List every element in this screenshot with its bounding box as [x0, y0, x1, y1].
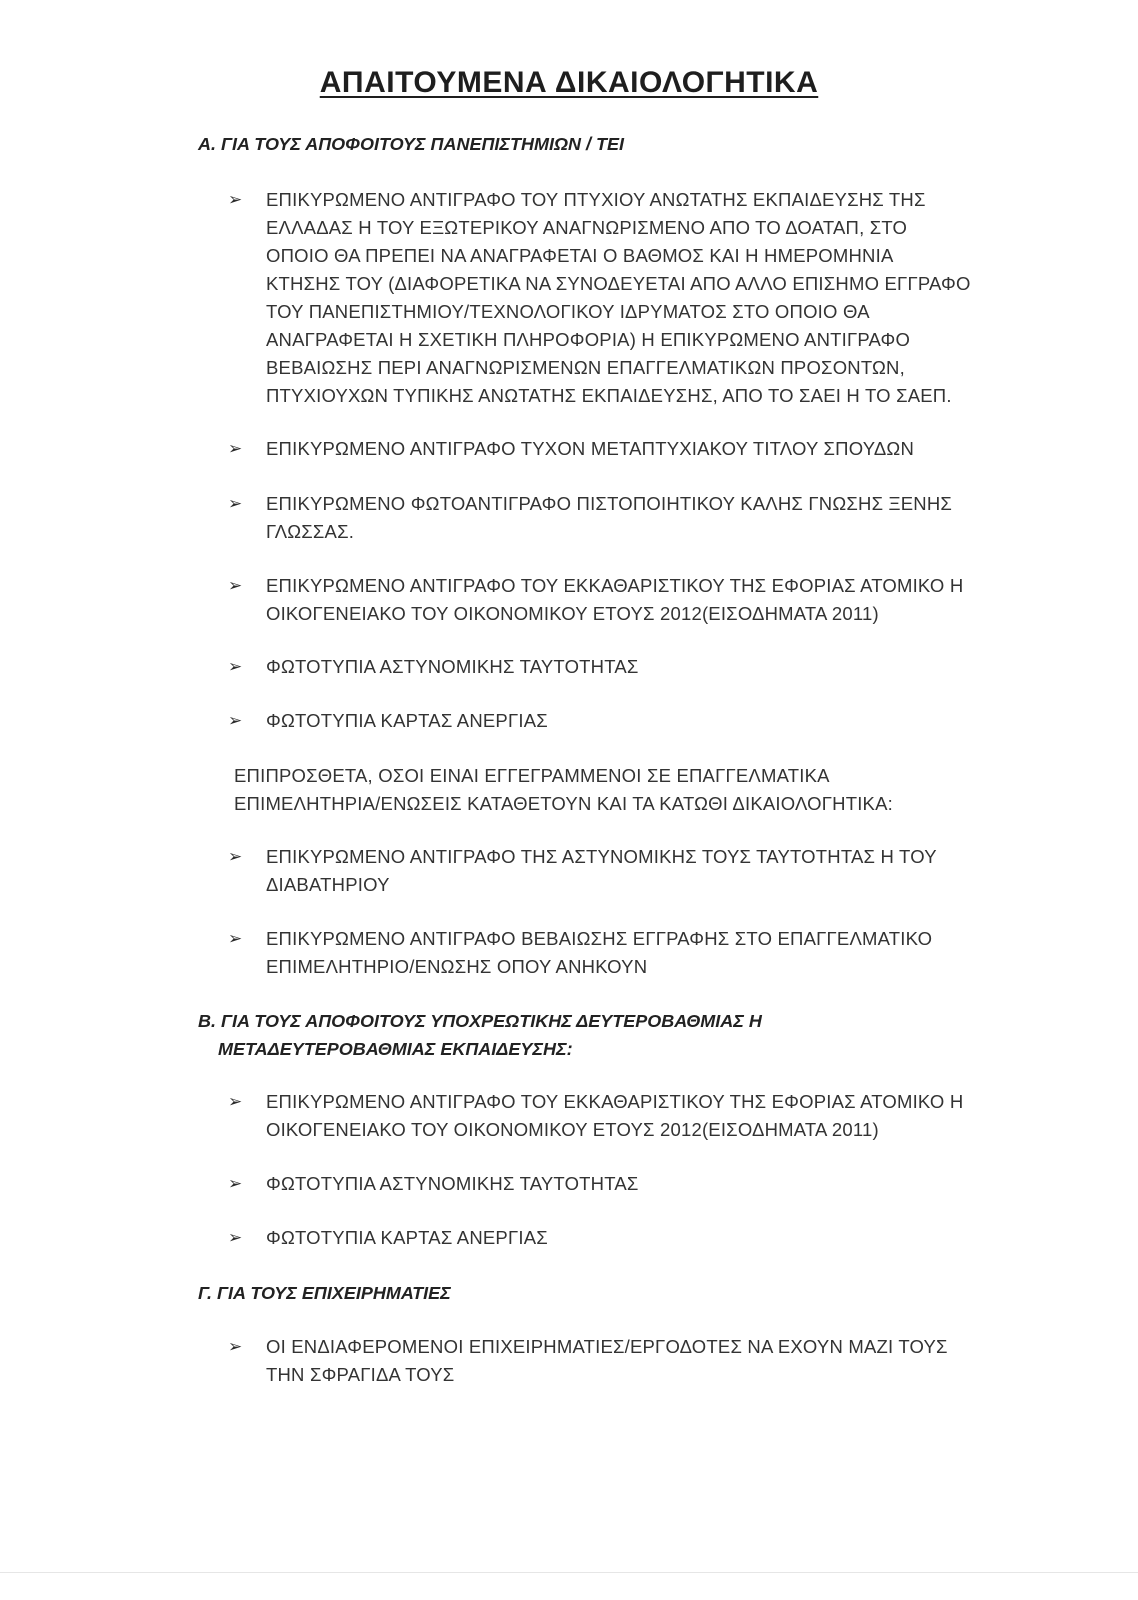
list-item-text: ΕΠΙΚΥΡΩΜΕΝΟ ΦΩΤΟΑΝΤΙΓΡΑΦΟ ΠΙΣΤΟΠΟΙΗΤΙΚΟΥ ΚΑΛΗΣ ΓΝΩΣΗΣ ΞΕΝΗΣ ΓΛΩΣΣΑΣ.: [266, 493, 953, 542]
arrow-bullet-icon: ➢: [228, 657, 243, 676]
additional-requirements-paragraph: ΕΠΙΠΡΟΣΘΕΤΑ, ΟΣΟΙ ΕΙΝΑΙ ΕΓΓΕΓΡΑΜΜΕΝΟΙ ΣΕ ΕΠΑΓΓΕΛΜΑΤΙΚΑ ΕΠΙΜΕΛΗΤΗΡΙΑ/ΕΝΩΣΕΙΣ ΚΑΤΑΘΕΤΟΥΝ ΚΑΙ ΤΑ ΚΑΤΩΘΙ ΔΙΚΑΙΟΛΟΓΗΤΙΚΑ:: [234, 765, 893, 814]
list-item-text: ΟΙ ΕΝΔΙΑΦΕΡΟΜΕΝΟΙ ΕΠΙΧΕΙΡΗΜΑΤΙΕΣ/ΕΡΓΟΔΟΤΕΣ ΝΑ ΕΧΟΥΝ ΜΑΖΙ ΤΟΥΣ ΤΗΝ ΣΦΡΑΓΙΔΑ ΤΟΥΣ: [266, 1336, 948, 1385]
arrow-bullet-icon: ➢: [228, 847, 243, 866]
arrow-bullet-icon: ➢: [228, 190, 243, 209]
arrow-bullet-icon: ➢: [228, 439, 243, 458]
list-item-text: ΕΠΙΚΥΡΩΜΕΝΟ ΑΝΤΙΓΡΑΦΟ ΤΥΧΟΝ ΜΕΤΑΠΤΥΧΙΑΚΟΥ ΤΙΤΛΟΥ ΣΠΟΥΔΩΝ: [266, 438, 915, 459]
arrow-bullet-icon: ➢: [228, 1337, 243, 1356]
section-b-heading-line1: Β. ΓΙΑ ΤΟΥΣ ΑΠΟΦΟΙΤΟΥΣ ΥΠΟΧΡΕΩΤΙΚΗΣ ΔΕΥΤΕΡΟΒΑΘΜΙΑΣ Η: [198, 1011, 762, 1031]
arrow-bullet-icon: ➢: [228, 1092, 243, 1111]
list-item: [228, 186, 1028, 410]
list-item-text: ΕΠΙΚΥΡΩΜΕΝΟ ΑΝΤΙΓΡΑΦΟ ΤΗΣ ΑΣΤΥΝΟΜΙΚΗΣ ΤΟΥΣ ΤΑΥΤΟΤΗΤΑΣ Η ΤΟΥ ΔΙΑΒΑΤΗΡΙΟΥ: [266, 846, 937, 895]
scan-edge-line: [0, 1572, 1138, 1573]
list-item-text: ΦΩΤΟΤΥΠΙΑ ΚΑΡΤΑΣ ΑΝΕΡΓΙΑΣ: [266, 1227, 548, 1248]
list-item-text: ΦΩΤΟΤΥΠΙΑ ΑΣΤΥΝΟΜΙΚΗΣ ΤΑΥΤΟΤΗΤΑΣ: [266, 1173, 639, 1194]
list-item-text: ΕΠΙΚΥΡΩΜΕΝΟ ΑΝΤΙΓΡΑΦΟ ΤΟΥ ΠΤΥΧΙΟΥ ΑΝΩΤΑΤΗΣ ΕΚΠΑΙΔΕΥΣΗΣ ΤΗΣ ΕΛΛΑΔΑΣ Η ΤΟΥ ΕΞΩΤΕΡΙΚΟΥ ΑΝΑΓΝΩΡΙΣΜΕΝΟ ΑΠΟ ΤΟ ΔΟΑΤΑΠ, ΣΤΟ ΟΠΟΙΟ ΘΑ ΠΡΕΠΕΙ ΝΑ ΑΝΑΓΡΑΦΕΤΑΙ Ο ΒΑΘΜΟΣ ΚΑΙ Η ΗΜΕΡΟΜΗΝΙΑ ΚΤΗΣΗΣ ΤΟΥ (ΔΙΑΦΟΡΕΤΙΚΑ ΝΑ ΣΥΝΟΔΕΥΕΤΑΙ ΑΠΟ ΑΛΛΟ ΕΠΙΣΗΜΟ ΕΓΓΡΑΦΟ ΤΟΥ ΠΑΝΕΠΙΣΤΗΜΙΟΥ/ΤΕΧΝΟΛΟΓΙΚΟΥ ΙΔΡΥΜΑΤΟΣ ΣΤΟ ΟΠΟΙΟ ΘΑ ΑΝΑΓΡΑΦΕΤΑΙ Η ΣΧΕΤΙΚΗ ΠΛΗΡΟΦΟΡΙΑ) Η ΕΠΙΚΥΡΩΜΕΝΟ ΑΝΤΙΓΡΑΦΟ ΒΕΒΑΙΩΣΗΣ ΠΕΡΙ ΑΝΑΓΝΩΡΙΣΜΕΝΩΝ ΕΠΑΓΓΕΛΜΑΤΙΚΩΝ ΠΡΟΣΟΝΤΩΝ, ΠΤΥΧΙΟΥΧΩΝ ΤΥΠΙΚΗΣ ΑΝΩΤΑΤΗΣ ΕΚΠΑΙΔΕΥΣΗΣ, ΑΠΟ ΤΟ ΣΑΕΙ Η ΤΟ ΣΑΕΠ.: [266, 189, 971, 406]
list-item: [228, 1333, 1028, 1389]
list-item: [228, 435, 1028, 463]
arrow-bullet-icon: ➢: [228, 711, 243, 730]
list-item: [228, 653, 1028, 681]
list-item: [228, 1224, 1028, 1252]
list-item-text: ΕΠΙΚΥΡΩΜΕΝΟ ΑΝΤΙΓΡΑΦΟ ΤΟΥ ΕΚΚΑΘΑΡΙΣΤΙΚΟΥ ΤΗΣ ΕΦΟΡΙΑΣ ΑΤΟΜΙΚΟ Η ΟΙΚΟΓΕΝΕΙΑΚΟ ΤΟΥ ΟΙΚΟΝΟΜΙΚΟΥ ΕΤΟΥΣ 2012(ΕΙΣΟΔΗΜΑΤΑ 2011): [266, 1091, 964, 1140]
section-b-heading-line2: ΜΕΤΑΔΕΥΤΕΡΟΒΑΘΜΙΑΣ ΕΚΠΑΙΔΕΥΣΗΣ:: [218, 1039, 573, 1059]
list-item: [228, 1088, 1028, 1144]
list-item: [228, 490, 1028, 546]
section-b-heading: [198, 1007, 762, 1063]
section-c-heading: Γ. ΓΙΑ ΤΟΥΣ ΕΠΙΧΕΙΡΗΜΑΤΙΕΣ: [198, 1283, 451, 1303]
list-item-text: ΕΠΙΚΥΡΩΜΕΝΟ ΑΝΤΙΓΡΑΦΟ ΤΟΥ ΕΚΚΑΘΑΡΙΣΤΙΚΟΥ ΤΗΣ ΕΦΟΡΙΑΣ ΑΤΟΜΙΚΟ Η ΟΙΚΟΓΕΝΕΙΑΚΟ ΤΟΥ ΟΙΚΟΝΟΜΙΚΟΥ ΕΤΟΥΣ 2012(ΕΙΣΟΔΗΜΑΤΑ 2011): [266, 575, 964, 624]
list-item: [228, 572, 1028, 628]
list-item-text: ΕΠΙΚΥΡΩΜΕΝΟ ΑΝΤΙΓΡΑΦΟ ΒΕΒΑΙΩΣΗΣ ΕΓΓΡΑΦΗΣ ΣΤΟ ΕΠΑΓΓΕΛΜΑΤΙΚΟ ΕΠΙΜΕΛΗΤΗΡΙΟ/ΕΝΩΣΗΣ ΟΠΟΥ ΑΝΗΚΟΥΝ: [266, 928, 933, 977]
list-item: [228, 707, 1028, 735]
arrow-bullet-icon: ➢: [228, 494, 243, 513]
arrow-bullet-icon: ➢: [228, 929, 243, 948]
list-item: [228, 1170, 1028, 1198]
arrow-bullet-icon: ➢: [228, 1228, 243, 1247]
list-item: [228, 843, 1028, 899]
document-title: ΑΠΑΙΤΟΥΜΕΝΑ ΔΙΚΑΙΟΛΟΓΗΤΙΚΑ: [319, 66, 819, 99]
arrow-bullet-icon: ➢: [228, 1174, 243, 1193]
arrow-bullet-icon: ➢: [228, 576, 243, 595]
list-item: [228, 925, 1028, 981]
section-a-heading: Α. ΓΙΑ ΤΟΥΣ ΑΠΟΦΟΙΤΟΥΣ ΠΑΝΕΠΙΣΤΗΜΙΩΝ / ΤΕΙ: [198, 134, 625, 154]
list-item-text: ΦΩΤΟΤΥΠΙΑ ΚΑΡΤΑΣ ΑΝΕΡΓΙΑΣ: [266, 710, 548, 731]
list-item-text: ΦΩΤΟΤΥΠΙΑ ΑΣΤΥΝΟΜΙΚΗΣ ΤΑΥΤΟΤΗΤΑΣ: [266, 656, 639, 677]
